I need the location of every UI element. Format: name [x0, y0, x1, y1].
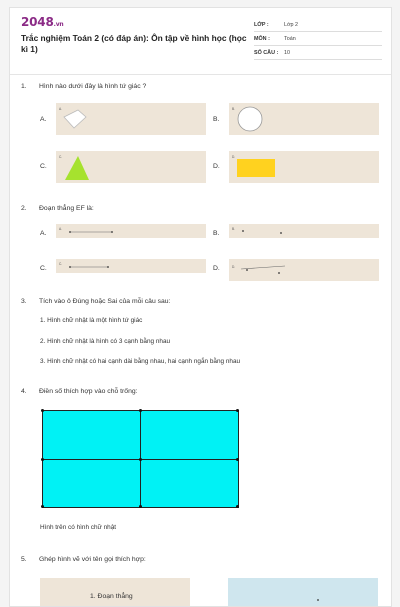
option-tag: C.	[59, 262, 63, 266]
grid-vertex	[236, 458, 239, 461]
match-card-figure[interactable]	[228, 578, 378, 607]
option-letter[interactable]: D.	[213, 265, 220, 272]
option-tag: A.	[59, 227, 63, 231]
logo-main: 2048	[21, 15, 54, 29]
meta-value: Lớp 2	[284, 22, 299, 28]
q2-option-d[interactable]	[229, 259, 379, 281]
option-tag: B.	[232, 107, 236, 111]
statement-3[interactable]: 3. Hình chữ nhật có hai cạnh dài bằng nhau, hai cạnh ngắn bằng nhau	[40, 358, 241, 365]
grid-vertex	[41, 505, 44, 508]
figure-caption: Hình trên có hình chữ nhật	[40, 524, 117, 531]
match-card-label: 1. Đoạn thẳng	[90, 593, 133, 600]
meta-info	[254, 18, 382, 60]
meta-value: 10	[284, 50, 290, 56]
logo-suffix: .vn	[53, 21, 64, 28]
rectangle-shape	[237, 159, 275, 177]
q2-option-a[interactable]	[56, 224, 206, 238]
circle-shape	[229, 103, 379, 135]
grid-vertex	[236, 409, 239, 412]
q2-option-b[interactable]	[229, 224, 379, 238]
grid-vertex	[139, 458, 142, 461]
question-text: Điền số thích hợp vào chỗ trống:	[39, 388, 138, 395]
question-text: Hình nào dưới đây là hình tứ giác ?	[39, 83, 147, 90]
meta-row-class	[254, 18, 382, 32]
option-tag: A.	[59, 107, 63, 111]
question-3	[21, 298, 170, 305]
q1-option-b[interactable]	[229, 103, 379, 135]
line-figure	[229, 259, 379, 281]
triangle-shape	[56, 151, 206, 183]
q2-option-c[interactable]	[56, 259, 206, 273]
points-figure	[229, 224, 379, 238]
meta-value: Toán	[284, 36, 296, 42]
worksheet-page	[9, 7, 392, 607]
option-letter[interactable]: B.	[213, 230, 220, 237]
option-letter[interactable]: B.	[213, 116, 220, 123]
question-number: 2.	[21, 205, 27, 212]
grid-vertex	[139, 409, 142, 412]
rectangle-grid-figure	[42, 410, 239, 508]
grid-vertex	[139, 505, 142, 508]
q1-option-c[interactable]	[56, 151, 206, 183]
page-title: Trắc nghiệm Toán 2 (có đáp án): Ôn tập về hình học (học kì 1)	[21, 33, 247, 54]
question-1	[21, 83, 146, 90]
option-tag: D.	[232, 155, 236, 159]
site-logo[interactable]	[21, 15, 63, 29]
option-letter[interactable]: A.	[40, 230, 47, 237]
question-number: 5.	[21, 556, 27, 563]
header-divider	[10, 74, 391, 75]
grid-vertex	[236, 505, 239, 508]
q1-option-d[interactable]	[229, 151, 379, 183]
option-letter[interactable]: C.	[40, 163, 47, 170]
option-tag: B.	[232, 227, 236, 231]
question-text: Ghép hình vẽ với tên gọi thích hợp:	[39, 556, 146, 563]
option-tag: C.	[59, 155, 63, 159]
question-number: 4.	[21, 388, 27, 395]
statement-2[interactable]: 2. Hình chữ nhật là hình có 3 cạnh bằng nhau	[40, 338, 171, 345]
segment-figure	[56, 259, 206, 273]
grid-vertex	[41, 409, 44, 412]
option-tag: D.	[232, 265, 236, 269]
option-letter[interactable]: C.	[40, 265, 47, 272]
match-card-name[interactable]	[40, 578, 190, 607]
segment-figure	[56, 224, 206, 238]
meta-row-count	[254, 46, 382, 60]
question-4	[21, 388, 138, 395]
question-text: Đoạn thẳng EF là:	[39, 205, 94, 212]
question-number: 1.	[21, 83, 27, 90]
question-5	[21, 556, 146, 563]
meta-key: MÔN :	[254, 36, 270, 42]
quadrilateral-shape	[56, 103, 206, 135]
meta-row-subject	[254, 32, 382, 46]
question-number: 3.	[21, 298, 27, 305]
question-2	[21, 205, 94, 212]
meta-key: LỚP :	[254, 22, 269, 28]
q1-option-a[interactable]	[56, 103, 206, 135]
point-figure	[228, 578, 378, 607]
option-letter[interactable]: D.	[213, 163, 220, 170]
question-text: Tích vào ô Đúng hoặc Sai của mỗi câu sau:	[39, 298, 171, 305]
option-letter[interactable]: A.	[40, 116, 47, 123]
meta-key: SỐ CÂU :	[254, 50, 279, 56]
grid-vertex	[41, 458, 44, 461]
statement-1[interactable]: 1. Hình chữ nhật là một hình tứ giác	[40, 317, 143, 324]
